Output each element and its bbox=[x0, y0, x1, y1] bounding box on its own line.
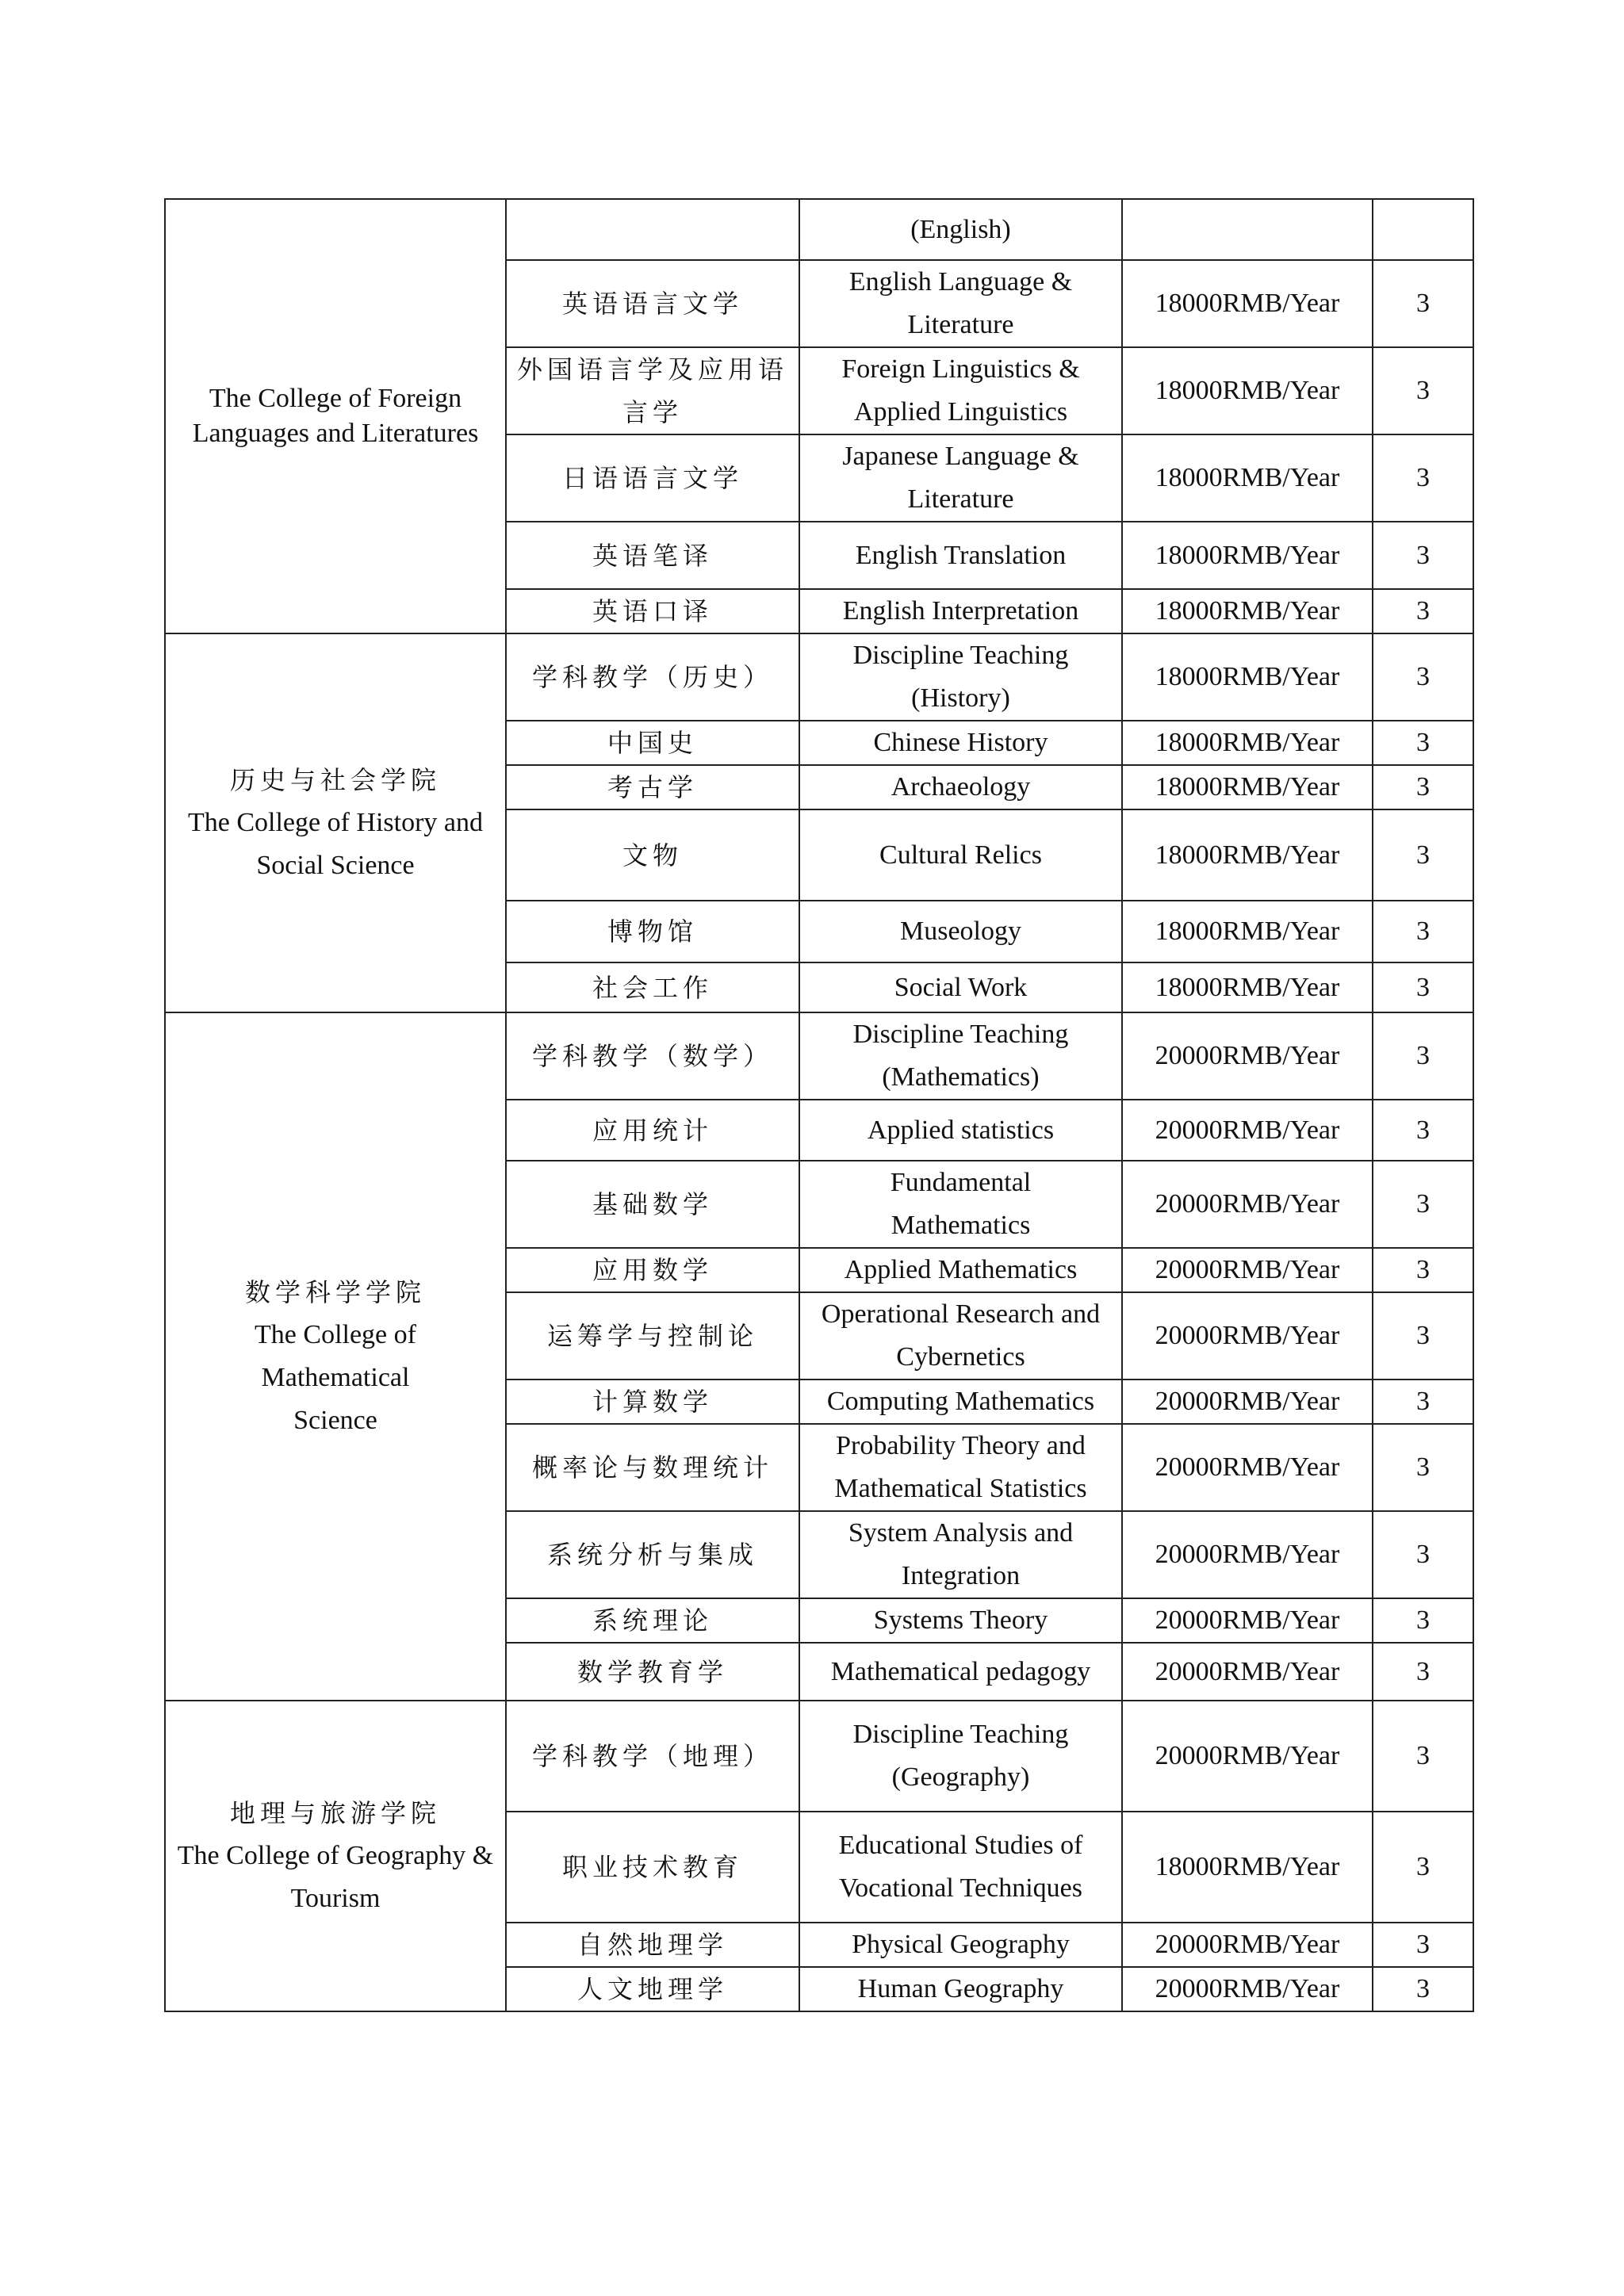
tuition bbox=[1122, 199, 1373, 260]
major-cn: 文物 bbox=[506, 809, 799, 901]
major-en: Fundamental Mathematics bbox=[799, 1161, 1122, 1248]
major-cn: 学科教学（地理） bbox=[506, 1701, 799, 1812]
tuition: 20000RMB/Year bbox=[1122, 1248, 1373, 1292]
major-en: Archaeology bbox=[799, 765, 1122, 809]
tuition: 20000RMB/Year bbox=[1122, 1511, 1373, 1598]
tuition: 18000RMB/Year bbox=[1122, 765, 1373, 809]
college-name-en: The College of Geography & Tourism bbox=[177, 1841, 494, 1913]
major-cn: 概率论与数理统计 bbox=[506, 1424, 799, 1511]
college-name-cn: 历史与社会学院 bbox=[229, 765, 441, 795]
tuition: 20000RMB/Year bbox=[1122, 1923, 1373, 1967]
major-cn: 考古学 bbox=[506, 765, 799, 809]
major-cn: 系统分析与集成 bbox=[506, 1511, 799, 1598]
major-en: Foreign Linguistics & Applied Linguistics bbox=[799, 347, 1122, 434]
tuition: 18000RMB/Year bbox=[1122, 721, 1373, 765]
tuition: 18000RMB/Year bbox=[1122, 260, 1373, 347]
years: 3 bbox=[1373, 809, 1473, 901]
years: 3 bbox=[1373, 434, 1473, 522]
major-cn bbox=[506, 199, 799, 260]
tuition: 20000RMB/Year bbox=[1122, 1161, 1373, 1248]
years: 3 bbox=[1373, 1248, 1473, 1292]
major-cn: 中国史 bbox=[506, 721, 799, 765]
major-en: Physical Geography bbox=[799, 1923, 1122, 1967]
tuition: 20000RMB/Year bbox=[1122, 1643, 1373, 1701]
major-en: Japanese Language & Literature bbox=[799, 434, 1122, 522]
tuition: 20000RMB/Year bbox=[1122, 1100, 1373, 1161]
tuition: 18000RMB/Year bbox=[1122, 809, 1373, 901]
years: 3 bbox=[1373, 1511, 1473, 1598]
major-cn: 数学教育学 bbox=[506, 1643, 799, 1701]
tuition: 20000RMB/Year bbox=[1122, 1598, 1373, 1643]
years: 3 bbox=[1373, 962, 1473, 1012]
major-en: Computing Mathematics bbox=[799, 1380, 1122, 1424]
major-en: Operational Research and Cybernetics bbox=[799, 1292, 1122, 1380]
major-en: Discipline Teaching (Geography) bbox=[799, 1701, 1122, 1812]
major-cn: 应用数学 bbox=[506, 1248, 799, 1292]
major-cn: 系统理论 bbox=[506, 1598, 799, 1643]
college-name-cn: 地理与旅游学院 bbox=[229, 1798, 441, 1828]
major-cn: 学科教学（数学） bbox=[506, 1012, 799, 1100]
major-en: Museology bbox=[799, 901, 1122, 962]
major-cn: 社会工作 bbox=[506, 962, 799, 1012]
major-en: Mathematical pedagogy bbox=[799, 1643, 1122, 1701]
major-en: English Translation bbox=[799, 522, 1122, 589]
years: 3 bbox=[1373, 1292, 1473, 1380]
major-cn: 基础数学 bbox=[506, 1161, 799, 1248]
years: 3 bbox=[1373, 1380, 1473, 1424]
tuition: 18000RMB/Year bbox=[1122, 962, 1373, 1012]
years: 3 bbox=[1373, 522, 1473, 589]
years: 3 bbox=[1373, 1012, 1473, 1100]
table-row bbox=[165, 633, 1473, 721]
major-cn: 人文地理学 bbox=[506, 1967, 799, 2011]
major-cn: 日语语言文学 bbox=[506, 434, 799, 522]
tuition: 18000RMB/Year bbox=[1122, 434, 1373, 522]
major-en: (English) bbox=[799, 199, 1122, 260]
major-en: System Analysis and Integration bbox=[799, 1511, 1122, 1598]
years: 3 bbox=[1373, 260, 1473, 347]
years: 3 bbox=[1373, 633, 1473, 721]
major-cn: 英语笔译 bbox=[506, 522, 799, 589]
major-en: English Interpretation bbox=[799, 589, 1122, 633]
years: 3 bbox=[1373, 1424, 1473, 1511]
major-en: Discipline Teaching (History) bbox=[799, 633, 1122, 721]
major-cn: 外国语言学及应用语言学 bbox=[506, 347, 799, 434]
college-cell bbox=[165, 1012, 506, 1701]
years: 3 bbox=[1373, 1643, 1473, 1701]
years: 3 bbox=[1373, 1598, 1473, 1643]
major-cn: 博物馆 bbox=[506, 901, 799, 962]
tuition: 20000RMB/Year bbox=[1122, 1380, 1373, 1424]
college-name-en: The College of Foreign Languages and Literatures bbox=[192, 384, 479, 448]
college-cell bbox=[165, 199, 506, 633]
years: 3 bbox=[1373, 901, 1473, 962]
college-name-en: The College of Mathematical Science bbox=[255, 1320, 416, 1435]
years: 3 bbox=[1373, 721, 1473, 765]
college-name-cn: 数学科学学院 bbox=[244, 1277, 426, 1307]
tuition: 20000RMB/Year bbox=[1122, 1967, 1373, 2011]
major-en: Chinese History bbox=[799, 721, 1122, 765]
tuition: 20000RMB/Year bbox=[1122, 1012, 1373, 1100]
years: 3 bbox=[1373, 1100, 1473, 1161]
table-row bbox=[165, 1701, 1473, 1812]
table-row bbox=[165, 199, 1473, 260]
tuition: 18000RMB/Year bbox=[1122, 633, 1373, 721]
table-row bbox=[165, 1012, 1473, 1100]
major-en: Social Work bbox=[799, 962, 1122, 1012]
college-cell bbox=[165, 633, 506, 1012]
tuition: 20000RMB/Year bbox=[1122, 1292, 1373, 1380]
major-en: Systems Theory bbox=[799, 1598, 1122, 1643]
major-en: Discipline Teaching (Mathematics) bbox=[799, 1012, 1122, 1100]
major-cn: 计算数学 bbox=[506, 1380, 799, 1424]
years bbox=[1373, 199, 1473, 260]
tuition: 18000RMB/Year bbox=[1122, 901, 1373, 962]
college-name-en: The College of History and Social Science bbox=[187, 808, 484, 880]
tuition: 20000RMB/Year bbox=[1122, 1424, 1373, 1511]
major-en: Probability Theory and Mathematical Statistics bbox=[799, 1424, 1122, 1511]
major-en: English Language & Literature bbox=[799, 260, 1122, 347]
tuition: 20000RMB/Year bbox=[1122, 1701, 1373, 1812]
tuition: 18000RMB/Year bbox=[1122, 347, 1373, 434]
tuition: 18000RMB/Year bbox=[1122, 522, 1373, 589]
college-cell bbox=[165, 1701, 506, 2011]
years: 3 bbox=[1373, 1923, 1473, 1967]
tuition: 18000RMB/Year bbox=[1122, 1812, 1373, 1923]
major-cn: 职业技术教育 bbox=[506, 1812, 799, 1923]
years: 3 bbox=[1373, 1967, 1473, 2011]
years: 3 bbox=[1373, 589, 1473, 633]
major-cn: 应用统计 bbox=[506, 1100, 799, 1161]
major-en: Applied statistics bbox=[799, 1100, 1122, 1161]
major-cn: 自然地理学 bbox=[506, 1923, 799, 1967]
years: 3 bbox=[1373, 1701, 1473, 1812]
major-en: Applied Mathematics bbox=[799, 1248, 1122, 1292]
major-cn: 运筹学与控制论 bbox=[506, 1292, 799, 1380]
years: 3 bbox=[1373, 347, 1473, 434]
years: 3 bbox=[1373, 1812, 1473, 1923]
major-cn: 学科教学（历史） bbox=[506, 633, 799, 721]
years: 3 bbox=[1373, 765, 1473, 809]
majors-table bbox=[164, 198, 1474, 2012]
major-cn: 英语口译 bbox=[506, 589, 799, 633]
major-en: Educational Studies of Vocational Techniques bbox=[799, 1812, 1122, 1923]
major-en: Cultural Relics bbox=[799, 809, 1122, 901]
major-en: Human Geography bbox=[799, 1967, 1122, 2011]
years: 3 bbox=[1373, 1161, 1473, 1248]
tuition: 18000RMB/Year bbox=[1122, 589, 1373, 633]
major-cn: 英语语言文学 bbox=[506, 260, 799, 347]
